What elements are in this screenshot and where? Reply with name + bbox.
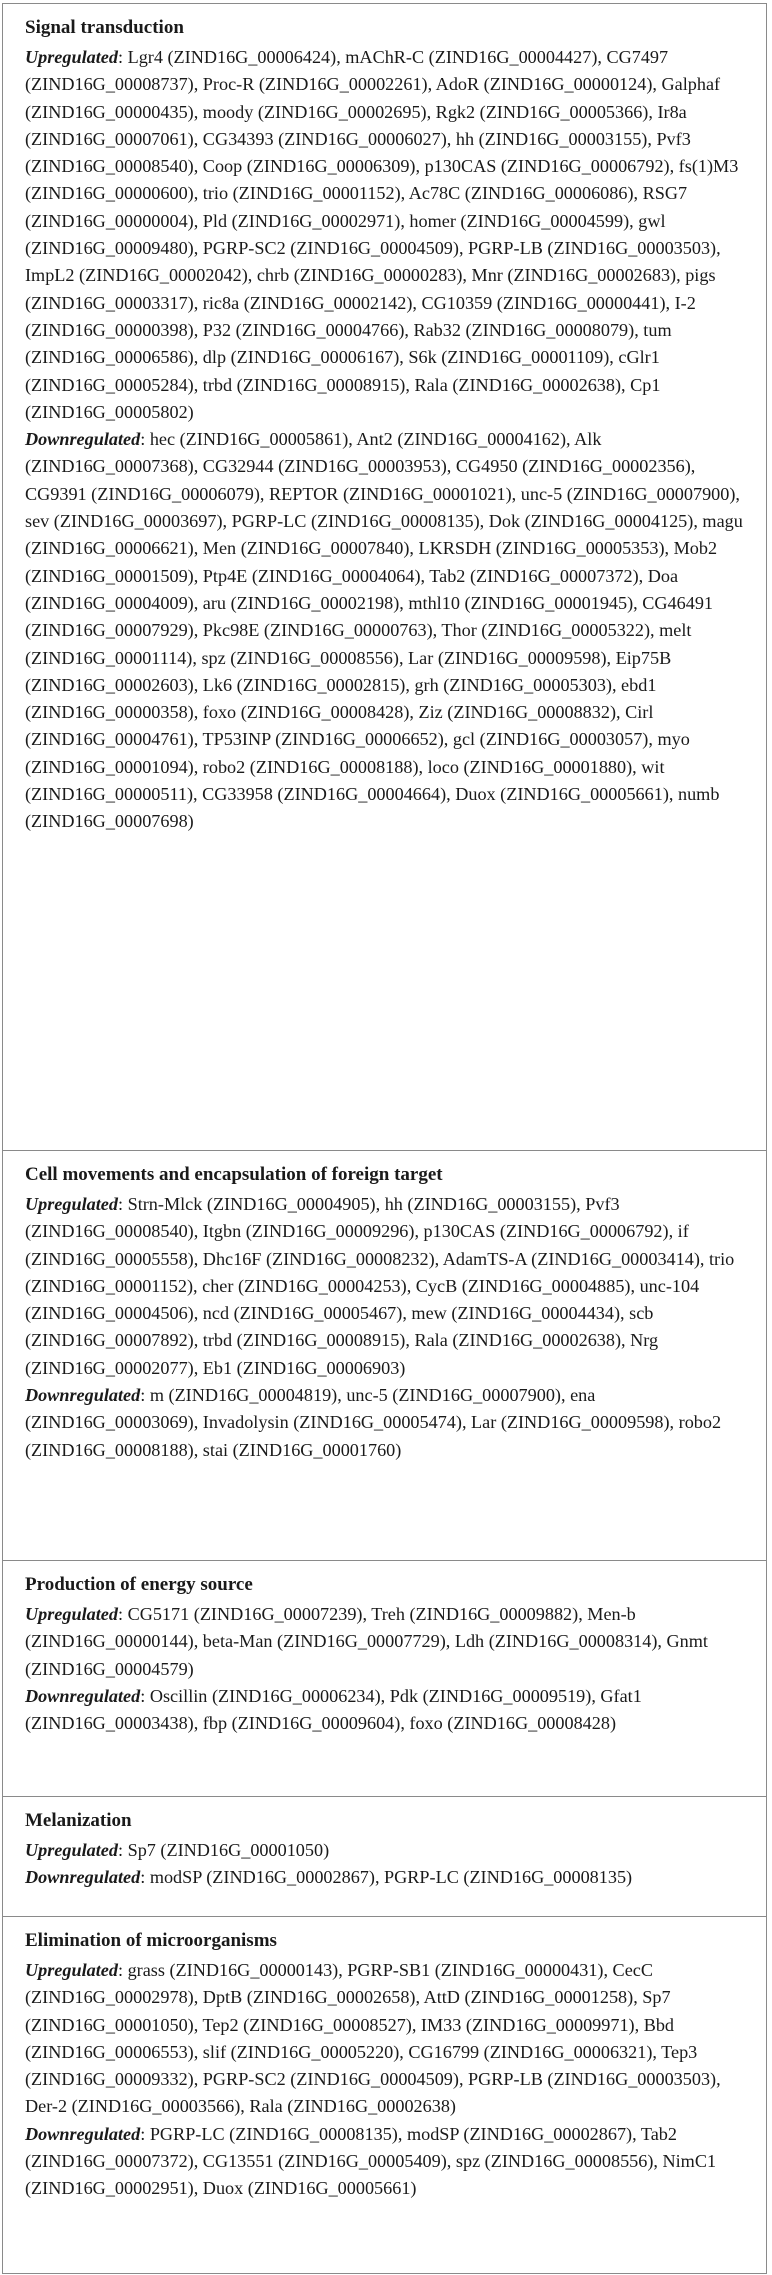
section-title: Melanization xyxy=(25,1810,132,1831)
gene-category-table xyxy=(2,3,767,2274)
upregulated-label: Upregulated xyxy=(25,1194,118,1214)
upregulated-genes: CG5171 (ZIND16G_00007239), Treh (ZIND16G_00009882), Men-b (ZIND16G_00000144), beta-Man (ZIND16G_00007729), Ldh (ZIND16G_00008314), Gnmt (ZIND16G_00004579) xyxy=(25,1604,708,1679)
section-title: Production of energy source xyxy=(25,1574,253,1595)
section-signal-transduction xyxy=(3,4,766,1150)
upregulated-label: Upregulated xyxy=(25,1960,118,1980)
section-title: Elimination of microorganisms xyxy=(25,1930,277,1951)
upregulated-paragraph: Upregulated: Sp7 (ZIND16G_00001050) xyxy=(25,1840,330,1860)
downregulated-paragraph: Downregulated: PGRP-LC (ZIND16G_00008135), modSP (ZIND16G_00002867), Tab2 (ZIND16G_00007372), CG13551 (ZIND16G_00005409), spz (ZIND16G_00008556), NimC1 (ZIND16G_00002951), Duox (ZIND16G_00005661) xyxy=(25,2123,717,2199)
downregulated-paragraph: Downregulated: Oscillin (ZIND16G_00006234), Pdk (ZIND16G_00009519), Gfat1 (ZIND16G_00003438), fbp (ZIND16G_00009604), foxo (ZIND16G_00008428) xyxy=(25,1685,642,1734)
downregulated-genes: PGRP-LC (ZIND16G_00008135), modSP (ZIND16G_00002867), Tab2 (ZIND16G_00007372), CG13551 (ZIND16G_00005409), spz (ZIND16G_00008556), NimC1 (ZIND16G_00002951), Duox (ZIND16G_00005661) xyxy=(25,2123,717,2199)
upregulated-label: Upregulated xyxy=(25,1840,118,1860)
upregulated-paragraph: Upregulated: Lgr4 (ZIND16G_00006424), mAChR-C (ZIND16G_00004427), CG7497 (ZIND16G_00008737), Proc-R (ZIND16G_00002261), AdoR (ZIND16G_00000124), Galphaf (ZIND16G_00000435), moody (ZIND16G_00002695), Rgk2 (ZIND16G_00005366), Ir8a (ZIND16G_00007061), CG34393 (ZIND16G_00006027), hh (ZIND16G_00003155), Pvf3 (ZIND16G_00008540), Coop (ZIND16G_00006309), p130CAS (ZIND16G_00006792), fs(1)M3 (ZIND16G_00000600), trio (ZIND16G_00001152), Ac78C (ZIND16G_00006086), RSG7 (ZIND16G_00000004), Pld (ZIND16G_00002971), homer (ZIND16G_00004599), gwl (ZIND16G_00009480), PGRP-SC2 (ZIND16G_00004509), PGRP-LB (ZIND16G_00003503), ImpL2 (ZIND16G_00002042), chrb (ZIND16G_00000283), Mnr (ZIND16G_00002683), pigs (ZIND16G_00003317), ric8a (ZIND16G_00002142), CG10359 (ZIND16G_00000441), I-2 (ZIND16G_00000398), P32 (ZIND16G_00004766), Rab32 (ZIND16G_00008079), tum (ZIND16G_00006586), dlp (ZIND16G_00006167), S6k (ZIND16G_00001109), cGlr1 (ZIND16G_00005284), trbd (ZIND16G_00008915), Rala (ZIND16G_00002638), Cp1 (ZIND16G_00005802) xyxy=(25,47,739,422)
downregulated-label: Downregulated xyxy=(25,1685,141,1706)
upregulated-paragraph: Upregulated: Strn-Mlck (ZIND16G_00004905), hh (ZIND16G_00003155), Pvf3 (ZIND16G_00008540), Itgbn (ZIND16G_00009296), p130CAS (ZIND16G_00006792), if (ZIND16G_00005558), Dhc16F (ZIND16G_00008232), AdamTS-A (ZIND16G_00003414), trio (ZIND16G_00001152), cher (ZIND16G_00004253), CycB (ZIND16G_00004885), unc-104 (ZIND16G_00004506), ncd (ZIND16G_00005467), mew (ZIND16G_00004434), scb (ZIND16G_00007892), trbd (ZIND16G_00008915), Rala (ZIND16G_00002638), Nrg (ZIND16G_00002077), Eb1 (ZIND16G_00006903) xyxy=(25,1194,735,1378)
downregulated-label: Downregulated xyxy=(25,1867,141,1888)
section-cell-movements xyxy=(3,1150,766,1560)
upregulated-genes: Lgr4 (ZIND16G_00006424), mAChR-C (ZIND16G_00004427), CG7497 (ZIND16G_00008737), Proc-R (ZIND16G_00002261), AdoR (ZIND16G_00000124), Galphaf (ZIND16G_00000435), moody (ZIND16G_00002695), Rgk2 (ZIND16G_00005366), Ir8a (ZIND16G_00007061), CG34393 (ZIND16G_00006027), hh (ZIND16G_00003155), Pvf3 (ZIND16G_00008540), Coop (ZIND16G_00006309), p130CAS (ZIND16G_00006792), fs(1)M3 (ZIND16G_00000600), trio (ZIND16G_00001152), Ac78C (ZIND16G_00006086), RSG7 (ZIND16G_00000004), Pld (ZIND16G_00002971), homer (ZIND16G_00004599), gwl (ZIND16G_00009480), PGRP-SC2 (ZIND16G_00004509), PGRP-LB (ZIND16G_00003503), ImpL2 (ZIND16G_00002042), chrb (ZIND16G_00000283), Mnr (ZIND16G_00002683), pigs (ZIND16G_00003317), ric8a (ZIND16G_00002142), CG10359 (ZIND16G_00000441), I-2 (ZIND16G_00000398), P32 (ZIND16G_00004766), Rab32 (ZIND16G_00008079), tum (ZIND16G_00006586), dlp (ZIND16G_00006167), S6k (ZIND16G_00001109), cGlr1 (ZIND16G_00005284), trbd (ZIND16G_00008915), Rala (ZIND16G_00002638), Cp1 (ZIND16G_00005802) xyxy=(25,47,739,422)
downregulated-genes: hec (ZIND16G_00005861), Ant2 (ZIND16G_00004162), Alk (ZIND16G_00007368), CG32944 (ZIND16G_00003953), CG4950 (ZIND16G_00002356), CG9391 (ZIND16G_00006079), REPTOR (ZIND16G_00001021), unc-5 (ZIND16G_00007900), sev (ZIND16G_00003697), PGRP-LC (ZIND16G_00008135), Dok (ZIND16G_00004125), magu (ZIND16G_00006621), Men (ZIND16G_00007840), LKRSDH (ZIND16G_00005353), Mob2 (ZIND16G_00001509), Ptp4E (ZIND16G_00004064), Tab2 (ZIND16G_00007372), Doa (ZIND16G_00004009), aru (ZIND16G_00002198), mthl10 (ZIND16G_00001945), CG46491 (ZIND16G_00007929), Pkc98E (ZIND16G_00000763), Thor (ZIND16G_00005322), melt (ZIND16G_00001114), spz (ZIND16G_00008556), Lar (ZIND16G_00009598), Eip75B (ZIND16G_00002603), Lk6 (ZIND16G_00002815), grh (ZIND16G_00005303), ebd1 (ZIND16G_00000358), foxo (ZIND16G_00008428), Ziz (ZIND16G_00008832), Cirl (ZIND16G_00004761), TP53INP (ZIND16G_00006652), gcl (ZIND16G_00003057), myo (ZIND16G_00001094), robo2 (ZIND16G_00008188), loco (ZIND16G_00001880), wit (ZIND16G_00000511), CG33958 (ZIND16G_00004664), Duox (ZIND16G_00005661), numb (ZIND16G_00007698) xyxy=(25,429,743,832)
downregulated-label: Downregulated xyxy=(25,2123,141,2144)
downregulated-paragraph: Downregulated: m (ZIND16G_00004819), unc-5 (ZIND16G_00007900), ena (ZIND16G_00003069), Invadolysin (ZIND16G_00005474), Lar (ZIND16G_00009598), robo2 (ZIND16G_00008188), stai (ZIND16G_00001760) xyxy=(25,1385,722,1460)
downregulated-paragraph: Downregulated: hec (ZIND16G_00005861), Ant2 (ZIND16G_00004162), Alk (ZIND16G_00007368), CG32944 (ZIND16G_00003953), CG4950 (ZIND16G_00002356), CG9391 (ZIND16G_00006079), REPTOR (ZIND16G_00001021), unc-5 (ZIND16G_00007900), sev (ZIND16G_00003697), PGRP-LC (ZIND16G_00008135), Dok (ZIND16G_00004125), magu (ZIND16G_00006621), Men (ZIND16G_00007840), LKRSDH (ZIND16G_00005353), Mob2 (ZIND16G_00001509), Ptp4E (ZIND16G_00004064), Tab2 (ZIND16G_00007372), Doa (ZIND16G_00004009), aru (ZIND16G_00002198), mthl10 (ZIND16G_00001945), CG46491 (ZIND16G_00007929), Pkc98E (ZIND16G_00000763), Thor (ZIND16G_00005322), melt (ZIND16G_00001114), spz (ZIND16G_00008556), Lar (ZIND16G_00009598), Eip75B (ZIND16G_00002603), Lk6 (ZIND16G_00002815), grh (ZIND16G_00005303), ebd1 (ZIND16G_00000358), foxo (ZIND16G_00008428), Ziz (ZIND16G_00008832), Cirl (ZIND16G_00004761), TP53INP (ZIND16G_00006652), gcl (ZIND16G_00003057), myo (ZIND16G_00001094), robo2 (ZIND16G_00008188), loco (ZIND16G_00001880), wit (ZIND16G_00000511), CG33958 (ZIND16G_00004664), Duox (ZIND16G_00005661), numb (ZIND16G_00007698) xyxy=(25,429,743,832)
upregulated-label: Upregulated xyxy=(25,1604,118,1624)
downregulated-label: Downregulated xyxy=(25,429,141,450)
section-energy-production xyxy=(3,1560,766,1796)
section-title: Cell movements and encapsulation of foreign target xyxy=(25,1164,443,1185)
upregulated-genes: Sp7 (ZIND16G_00001050) xyxy=(127,1840,330,1860)
upregulated-paragraph: Upregulated: CG5171 (ZIND16G_00007239), Treh (ZIND16G_00009882), Men-b (ZIND16G_00000144), beta-Man (ZIND16G_00007729), Ldh (ZIND16G_00008314), Gnmt (ZIND16G_00004579) xyxy=(25,1604,708,1679)
section-elimination-of-microorganisms xyxy=(3,1916,766,2273)
upregulated-label: Upregulated xyxy=(25,47,118,67)
downregulated-genes: Oscillin (ZIND16G_00006234), Pdk (ZIND16G_00009519), Gfat1 (ZIND16G_00003438), fbp (ZIND16G_00009604), foxo (ZIND16G_00008428) xyxy=(25,1685,642,1734)
downregulated-paragraph: Downregulated: modSP (ZIND16G_00002867), PGRP-LC (ZIND16G_00008135) xyxy=(25,1867,633,1888)
downregulated-genes: modSP (ZIND16G_00002867), PGRP-LC (ZIND16G_00008135) xyxy=(149,1867,633,1888)
upregulated-paragraph: Upregulated: grass (ZIND16G_00000143), PGRP-SB1 (ZIND16G_00000431), CecC (ZIND16G_00002978), DptB (ZIND16G_00002658), AttD (ZIND16G_00001258), Sp7 (ZIND16G_00001050), Tep2 (ZIND16G_00008527), IM33 (ZIND16G_00009971), Bbd (ZIND16G_00006553), slif (ZIND16G_00005220), CG16799 (ZIND16G_00006321), Tep3 (ZIND16G_00009332), PGRP-SC2 (ZIND16G_00004509), PGRP-LB (ZIND16G_00003503), Der-2 (ZIND16G_00003566), Rala (ZIND16G_00002638) xyxy=(25,1960,721,2117)
section-melanization xyxy=(3,1796,766,1916)
section-title: Signal transduction xyxy=(25,17,184,38)
downregulated-label: Downregulated xyxy=(25,1385,141,1406)
upregulated-genes: Strn-Mlck (ZIND16G_00004905), hh (ZIND16G_00003155), Pvf3 (ZIND16G_00008540), Itgbn (ZIND16G_00009296), p130CAS (ZIND16G_00006792), if (ZIND16G_00005558), Dhc16F (ZIND16G_00008232), AdamTS-A (ZIND16G_00003414), trio (ZIND16G_00001152), cher (ZIND16G_00004253), CycB (ZIND16G_00004885), unc-104 (ZIND16G_00004506), ncd (ZIND16G_00005467), mew (ZIND16G_00004434), scb (ZIND16G_00007892), trbd (ZIND16G_00008915), Rala (ZIND16G_00002638), Nrg (ZIND16G_00002077), Eb1 (ZIND16G_00006903) xyxy=(25,1194,735,1378)
downregulated-genes: m (ZIND16G_00004819), unc-5 (ZIND16G_00007900), ena (ZIND16G_00003069), Invadolysin (ZIND16G_00005474), Lar (ZIND16G_00009598), robo2 (ZIND16G_00008188), stai (ZIND16G_00001760) xyxy=(25,1385,722,1460)
upregulated-genes: grass (ZIND16G_00000143), PGRP-SB1 (ZIND16G_00000431), CecC (ZIND16G_00002978), DptB (ZIND16G_00002658), AttD (ZIND16G_00001258), Sp7 (ZIND16G_00001050), Tep2 (ZIND16G_00008527), IM33 (ZIND16G_00009971), Bbd (ZIND16G_00006553), slif (ZIND16G_00005220), CG16799 (ZIND16G_00006321), Tep3 (ZIND16G_00009332), PGRP-SC2 (ZIND16G_00004509), PGRP-LB (ZIND16G_00003503), Der-2 (ZIND16G_00003566), Rala (ZIND16G_00002638) xyxy=(25,1960,721,2117)
